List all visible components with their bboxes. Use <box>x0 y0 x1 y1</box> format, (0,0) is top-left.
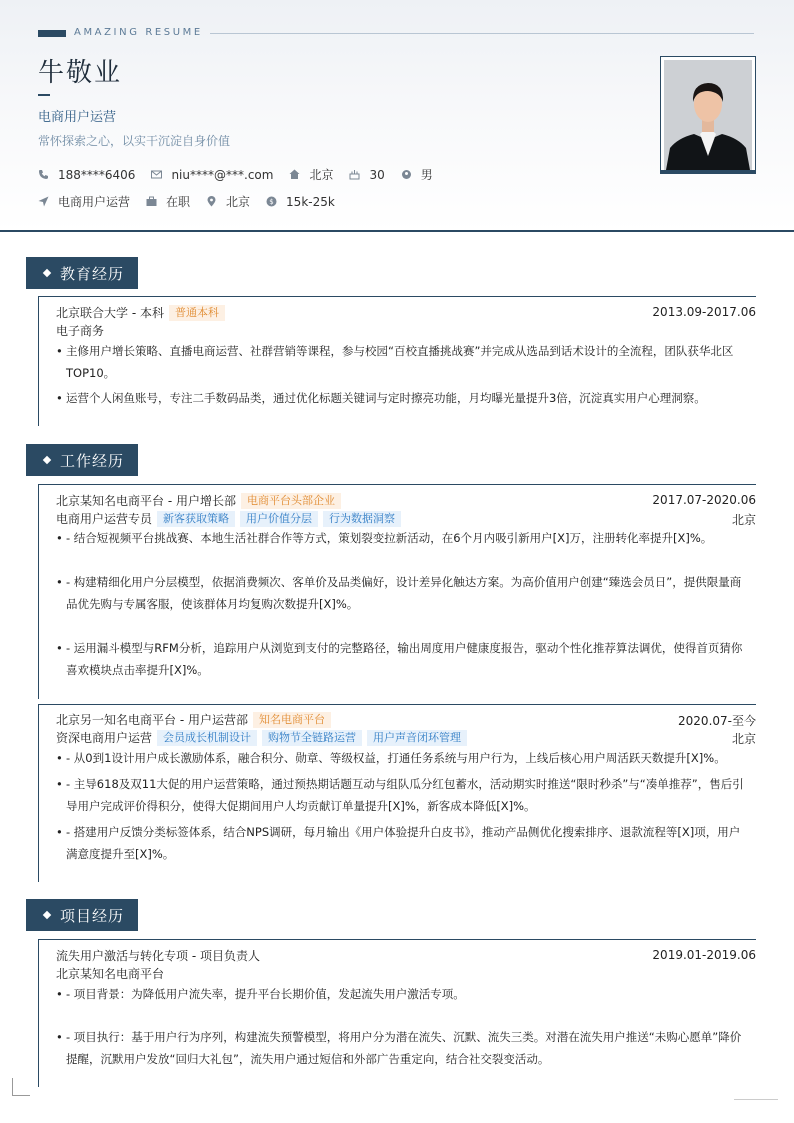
work-company <box>56 492 341 509</box>
page-corner-mark <box>734 1099 778 1100</box>
brand-bar <box>38 30 66 37</box>
info-home <box>289 166 333 183</box>
page-corner-mark <box>12 1095 30 1096</box>
phone-icon <box>38 169 49 180</box>
page-corner-mark <box>12 1078 13 1096</box>
info-email <box>151 168 273 182</box>
city-text: 北京 <box>226 195 251 209</box>
section-title-projects <box>26 899 138 931</box>
age-text: 30 <box>369 167 385 182</box>
work-bullet: • - 搭建用户反馈分类标签体系，结合NPS调研，每月输出《用户体验提升白皮书》，推动产品侧优化搜索排序、退款流程等[X]项，用户满意度提升至[X]%。 <box>56 821 746 865</box>
skill-tag: 新客获取策略 <box>157 511 235 527</box>
position-title: 资深电商用户运营 <box>56 731 153 745</box>
info-gender <box>401 166 433 183</box>
work-bullet: • - 构建精细化用户分层模型，依据消费频次、客单价及品类偏好，设计差异化触达方案。为高价值用户创建“臻选会员日”，提供限量商品优先购与专属客服，使该群体月均复购次数提升[X]%。 <box>56 571 746 615</box>
position-title: 电商用户运营专员 <box>56 512 153 526</box>
profile-photo-frame <box>660 56 756 174</box>
work-bullet: • - 运用漏斗模型与RFM分析，追踪用户从浏览到支付的完整路径，输出周度用户健康度报告，驱动个性化推荐算法调优，使得首页猜你喜欢模块点击率提升[X]%。 <box>56 637 746 681</box>
company-tag: 知名电商平台 <box>253 712 331 728</box>
briefcase-icon <box>146 196 157 207</box>
mail-icon <box>151 169 162 180</box>
education-entry <box>38 296 756 426</box>
skill-tag: 行为数据洞察 <box>323 511 401 527</box>
work-date: 2017.07-2020.06 <box>652 493 756 507</box>
work-location: 北京 <box>731 513 756 527</box>
brand-text: AMAZING RESUME <box>74 27 203 38</box>
education-school <box>56 304 225 321</box>
info-phone <box>38 168 135 182</box>
status-text: 在职 <box>166 195 191 209</box>
gender-text: 男 <box>420 168 433 182</box>
cake-icon <box>349 169 360 180</box>
gender-icon <box>401 169 412 180</box>
candidate-motto: 常怀探索之心，以实干沉淀自身价值 <box>38 134 231 148</box>
info-salary <box>266 195 335 209</box>
skill-tag: 会员成长机制设计 <box>157 730 257 746</box>
project-name: 流失用户激活与转化专项 - 项目负责人 <box>56 949 260 963</box>
school-tag: 普通本科 <box>169 305 225 321</box>
info-target-role <box>38 193 130 210</box>
section-title-education <box>26 257 138 289</box>
company-name: 北京某知名电商平台 - 用户增长部 <box>56 494 236 508</box>
section-title-work <box>26 444 138 476</box>
section-title-text: 工作经历 <box>60 451 125 470</box>
skill-tag: 用户价值分层 <box>240 511 318 527</box>
info-row-personal <box>38 166 449 183</box>
project-entry <box>38 939 756 1087</box>
diamond-icon <box>43 911 51 919</box>
project-bullet: • - 项目执行：基于用户行为序列，构建流失预警模型，将用户分为潜在流失、沉默、流失三类。对潜在流失用户推送“未购心愿单”降价提醒，沉默用户发放“回归大礼包”，流失用户通过短信和外部广告重定向，结合社交裂变活动。 <box>56 1026 746 1070</box>
info-status <box>146 193 190 210</box>
email-text: niu****@***.com <box>171 167 274 182</box>
info-row-job <box>38 193 351 210</box>
section-title-text: 教育经历 <box>60 264 125 283</box>
work-entry <box>38 704 756 882</box>
diamond-icon <box>43 269 51 277</box>
company-name: 北京另一知名电商平台 - 用户运营部 <box>56 713 248 727</box>
skill-tag: 用户声音闭环管理 <box>367 730 467 746</box>
brand-rule <box>210 33 754 34</box>
school-name: 北京联合大学 - 本科 <box>56 306 164 320</box>
info-age <box>349 168 384 182</box>
profile-photo <box>664 60 752 170</box>
work-company <box>56 711 331 728</box>
company-tag: 电商平台头部企业 <box>241 493 341 509</box>
salary-text: 15k-25k <box>286 194 335 209</box>
header-divider <box>0 230 794 232</box>
work-position-row <box>56 729 467 746</box>
project-date: 2019.01-2019.06 <box>652 948 756 962</box>
photo-underline <box>660 170 756 174</box>
resume-header <box>0 0 794 232</box>
project-bullet: • - 项目背景：为降低用户流失率，提升平台长期价值，发起流失用户激活专项。 <box>56 983 746 1005</box>
section-title-text: 项目经历 <box>60 906 125 925</box>
work-bullet: • - 从0到1设计用户成长激励体系，融合积分、勋章、等级权益，打通任务系统与用户行为，上线后核心用户周活跃天数提升[X]%。 <box>56 747 746 769</box>
salary-icon <box>266 196 277 207</box>
name-underline <box>38 94 50 96</box>
education-bullet: • 运营个人闲鱼账号，专注二手数码品类，通过优化标题关键词与定时擦亮功能，月均曝光量提升3倍，沉淀真实用户心理洞察。 <box>56 387 746 409</box>
education-bullet: • 主修用户增长策略、直播电商运营、社群营销等课程，参与校园“百校直播挑战赛”并完成从选品到话术设计的全流程，团队获华北区TOP10。 <box>56 340 746 384</box>
candidate-role: 电商用户运营 <box>38 110 117 125</box>
diamond-icon <box>43 456 51 464</box>
skill-tag: 购物节全链路运营 <box>262 730 362 746</box>
candidate-name: 牛敬业 <box>38 58 123 88</box>
work-date: 2020.07-至今 <box>678 714 756 728</box>
send-icon <box>38 196 49 207</box>
svg-text:$: $ <box>269 198 274 207</box>
home-text: 北京 <box>309 168 334 182</box>
education-date: 2013.09-2017.06 <box>652 305 756 319</box>
work-bullet: • - 主导618及双11大促的用户运营策略，通过预热期话题互动与组队瓜分红包蓄水，活动期实时推送“限时秒杀”与“凑单推荐”，售后引导用户完成评价得积分，使得大促期间用户人均贡献订单量提升[X]%，新客成本降低[X]%。 <box>56 773 746 817</box>
work-bullet: • - 结合短视频平台挑战赛、本地生活社群合作等方式，策划裂变拉新活动，在6个月内吸引新用户[X]万，注册转化率提升[X]%。 <box>56 527 746 549</box>
education-major: 电子商务 <box>56 324 105 338</box>
phone-text: 188****6406 <box>58 167 136 182</box>
info-city <box>206 193 250 210</box>
target-role-text: 电商用户运营 <box>58 195 131 209</box>
location-pin-icon <box>206 196 217 207</box>
work-location: 北京 <box>731 732 756 746</box>
work-position-row <box>56 510 401 527</box>
work-entry <box>38 484 756 699</box>
project-org: 北京某知名电商平台 <box>56 967 165 981</box>
home-icon <box>289 169 300 180</box>
